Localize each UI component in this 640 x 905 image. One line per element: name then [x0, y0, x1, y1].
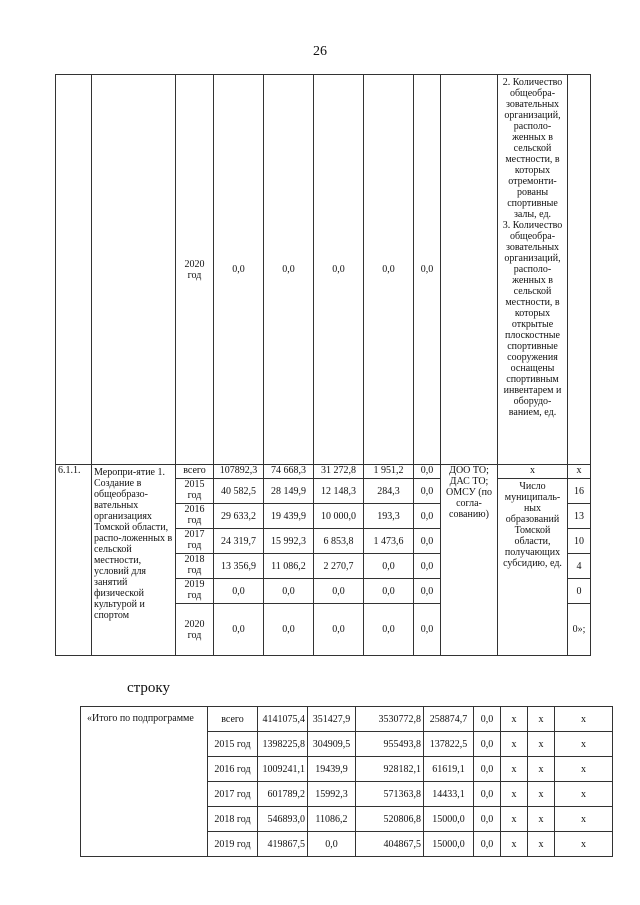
value-cell: 0,0	[414, 579, 441, 604]
total-label: «Итого по подпрограмме	[81, 707, 208, 857]
indicator-text: Число муниципаль-ных образований Томской области, получающих субсидию, ед.	[498, 479, 568, 656]
value-cell: 0,0	[264, 579, 314, 604]
value-cell: 11086,2	[308, 807, 356, 832]
value-cell: 2 270,7	[314, 554, 364, 579]
value-cell: 19439,9	[308, 757, 356, 782]
table-row	[56, 75, 591, 465]
value-cell: 351427,9	[308, 707, 356, 732]
year-cell: 2020 год	[176, 75, 214, 465]
value-cell: 0,0	[364, 75, 414, 465]
x-cell: х	[528, 832, 555, 857]
value-cell: 546893,0	[258, 807, 308, 832]
value-cell: 955493,8	[356, 732, 424, 757]
value-cell: 0,0	[214, 579, 264, 604]
value-cell: 0,0	[364, 554, 414, 579]
year-cell: 2015 год	[176, 479, 214, 504]
x-cell: х	[501, 807, 528, 832]
value-cell: 0,0	[314, 604, 364, 656]
value-cell: 4141075,4	[258, 707, 308, 732]
value-cell: 0,0	[414, 465, 441, 479]
x-cell: х	[555, 832, 613, 857]
year-cell: 2019 год	[208, 832, 258, 857]
x-cell: х	[501, 757, 528, 782]
value-cell: 61619,1	[424, 757, 474, 782]
value-cell: 1009241,1	[258, 757, 308, 782]
executor-cell: ДОО ТО; ДАС ТО; ОМСУ (по согла-сованию)	[441, 465, 498, 656]
value-cell: 15992,3	[308, 782, 356, 807]
value-cell: 404867,5	[356, 832, 424, 857]
value-cell: 1 951,2	[364, 465, 414, 479]
indicator-value: 0	[568, 579, 591, 604]
year-cell: 2016 год	[208, 757, 258, 782]
value-cell: 6 853,8	[314, 529, 364, 554]
value-cell: 15000,0	[424, 807, 474, 832]
year-cell: 2019 год	[176, 579, 214, 604]
x-cell: х	[555, 757, 613, 782]
value-cell: 0,0	[364, 579, 414, 604]
item-name: Меропри-ятие 1. Создание в общеобразо-вательных организациях Томской области, распо-ложенных в сельской местности, условий для занятий физической культурой и спортом	[92, 465, 176, 656]
value-cell: 0,0	[474, 757, 501, 782]
value-cell: 571363,8	[356, 782, 424, 807]
x-cell: х	[555, 707, 613, 732]
value-cell: 29 633,2	[214, 504, 264, 529]
year-cell: 2020 год	[176, 604, 214, 656]
value-cell: 0,0	[314, 579, 364, 604]
value-cell: 520806,8	[356, 807, 424, 832]
indicator-value: 16	[568, 479, 591, 504]
subprogram-table	[55, 74, 591, 656]
value-cell: 15 992,3	[264, 529, 314, 554]
indicator-value: 10	[568, 529, 591, 554]
value-cell: 0,0	[414, 75, 441, 465]
value-cell: 419867,5	[258, 832, 308, 857]
value-cell: 284,3	[364, 479, 414, 504]
value-cell: 928182,1	[356, 757, 424, 782]
value-cell: 601789,2	[258, 782, 308, 807]
value-cell: 1 473,6	[364, 529, 414, 554]
item-code: 6.1.1.	[56, 465, 92, 656]
value-cell: 14433,1	[424, 782, 474, 807]
value-cell: 31 272,8	[314, 465, 364, 479]
x-cell: х	[528, 782, 555, 807]
value-cell: 19 439,9	[264, 504, 314, 529]
x-cell: х	[555, 807, 613, 832]
x-cell: х	[501, 732, 528, 757]
table-row	[81, 707, 613, 732]
year-cell: 2018 год	[208, 807, 258, 832]
value-cell: 304909,5	[308, 732, 356, 757]
value-cell: 0,0	[474, 732, 501, 757]
x-cell: х	[528, 707, 555, 732]
value-cell: 0,0	[474, 707, 501, 732]
year-cell: 2015 год	[208, 732, 258, 757]
value-cell: 13 356,9	[214, 554, 264, 579]
page-number: 26	[313, 44, 327, 59]
x-cell: х	[555, 732, 613, 757]
table-row	[56, 465, 591, 479]
x-cell: х	[501, 782, 528, 807]
indicator-value: 13	[568, 504, 591, 529]
value-cell: 0,0	[364, 604, 414, 656]
stroku-label: строку	[127, 680, 170, 696]
value-cell: 0,0	[264, 604, 314, 656]
value-cell: 193,3	[364, 504, 414, 529]
value-cell: 137822,5	[424, 732, 474, 757]
x-cell: х	[528, 732, 555, 757]
indicator-value: 0»;	[568, 604, 591, 656]
value-cell: 11 086,2	[264, 554, 314, 579]
value-cell: 10 000,0	[314, 504, 364, 529]
indicator-value: 4	[568, 554, 591, 579]
value-cell: 40 582,5	[214, 479, 264, 504]
value-cell: 12 148,3	[314, 479, 364, 504]
x-cell: х	[528, 757, 555, 782]
value-cell: 0,0	[474, 782, 501, 807]
indicator-text: 2. Количество общеобра-зовательных организаций, располо-женных в сельской местности, в которых отремонти-рованы спортивные залы, ед. 3. Количество общеобра-зовательных организаций, располо-женных в сельской местности, в которых открытые плоскостные спортивные сооружения оснащены спортивным инвентарем и оборудо-ванием, ед.	[498, 75, 568, 465]
x-cell: х	[501, 707, 528, 732]
value-cell: 1398225,8	[258, 732, 308, 757]
year-cell: 2016 год	[176, 504, 214, 529]
value-cell: 0,0	[414, 504, 441, 529]
indicator-head-value: х	[568, 465, 591, 479]
value-cell: 107892,3	[214, 465, 264, 479]
value-cell: 0,0	[414, 604, 441, 656]
value-cell: 0,0	[264, 75, 314, 465]
value-cell: 258874,7	[424, 707, 474, 732]
year-cell: 2017 год	[176, 529, 214, 554]
year-cell: всего	[208, 707, 258, 732]
total-table	[80, 706, 613, 857]
value-cell: 24 319,7	[214, 529, 264, 554]
value-cell: 3530772,8	[356, 707, 424, 732]
value-cell: 0,0	[214, 75, 264, 465]
value-cell: 74 668,3	[264, 465, 314, 479]
value-cell: 0,0	[474, 807, 501, 832]
value-cell: 15000,0	[424, 832, 474, 857]
value-cell: 0,0	[414, 479, 441, 504]
x-cell: х	[501, 832, 528, 857]
value-cell: 0,0	[414, 529, 441, 554]
value-cell: 0,0	[214, 604, 264, 656]
year-cell: 2018 год	[176, 554, 214, 579]
value-cell: 0,0	[314, 75, 364, 465]
year-cell: 2017 год	[208, 782, 258, 807]
value-cell: 0,0	[308, 832, 356, 857]
x-cell: х	[528, 807, 555, 832]
year-cell: всего	[176, 465, 214, 479]
value-cell: 28 149,9	[264, 479, 314, 504]
x-cell: х	[555, 782, 613, 807]
indicator-head: х	[498, 465, 568, 479]
value-cell: 0,0	[474, 832, 501, 857]
value-cell: 0,0	[414, 554, 441, 579]
